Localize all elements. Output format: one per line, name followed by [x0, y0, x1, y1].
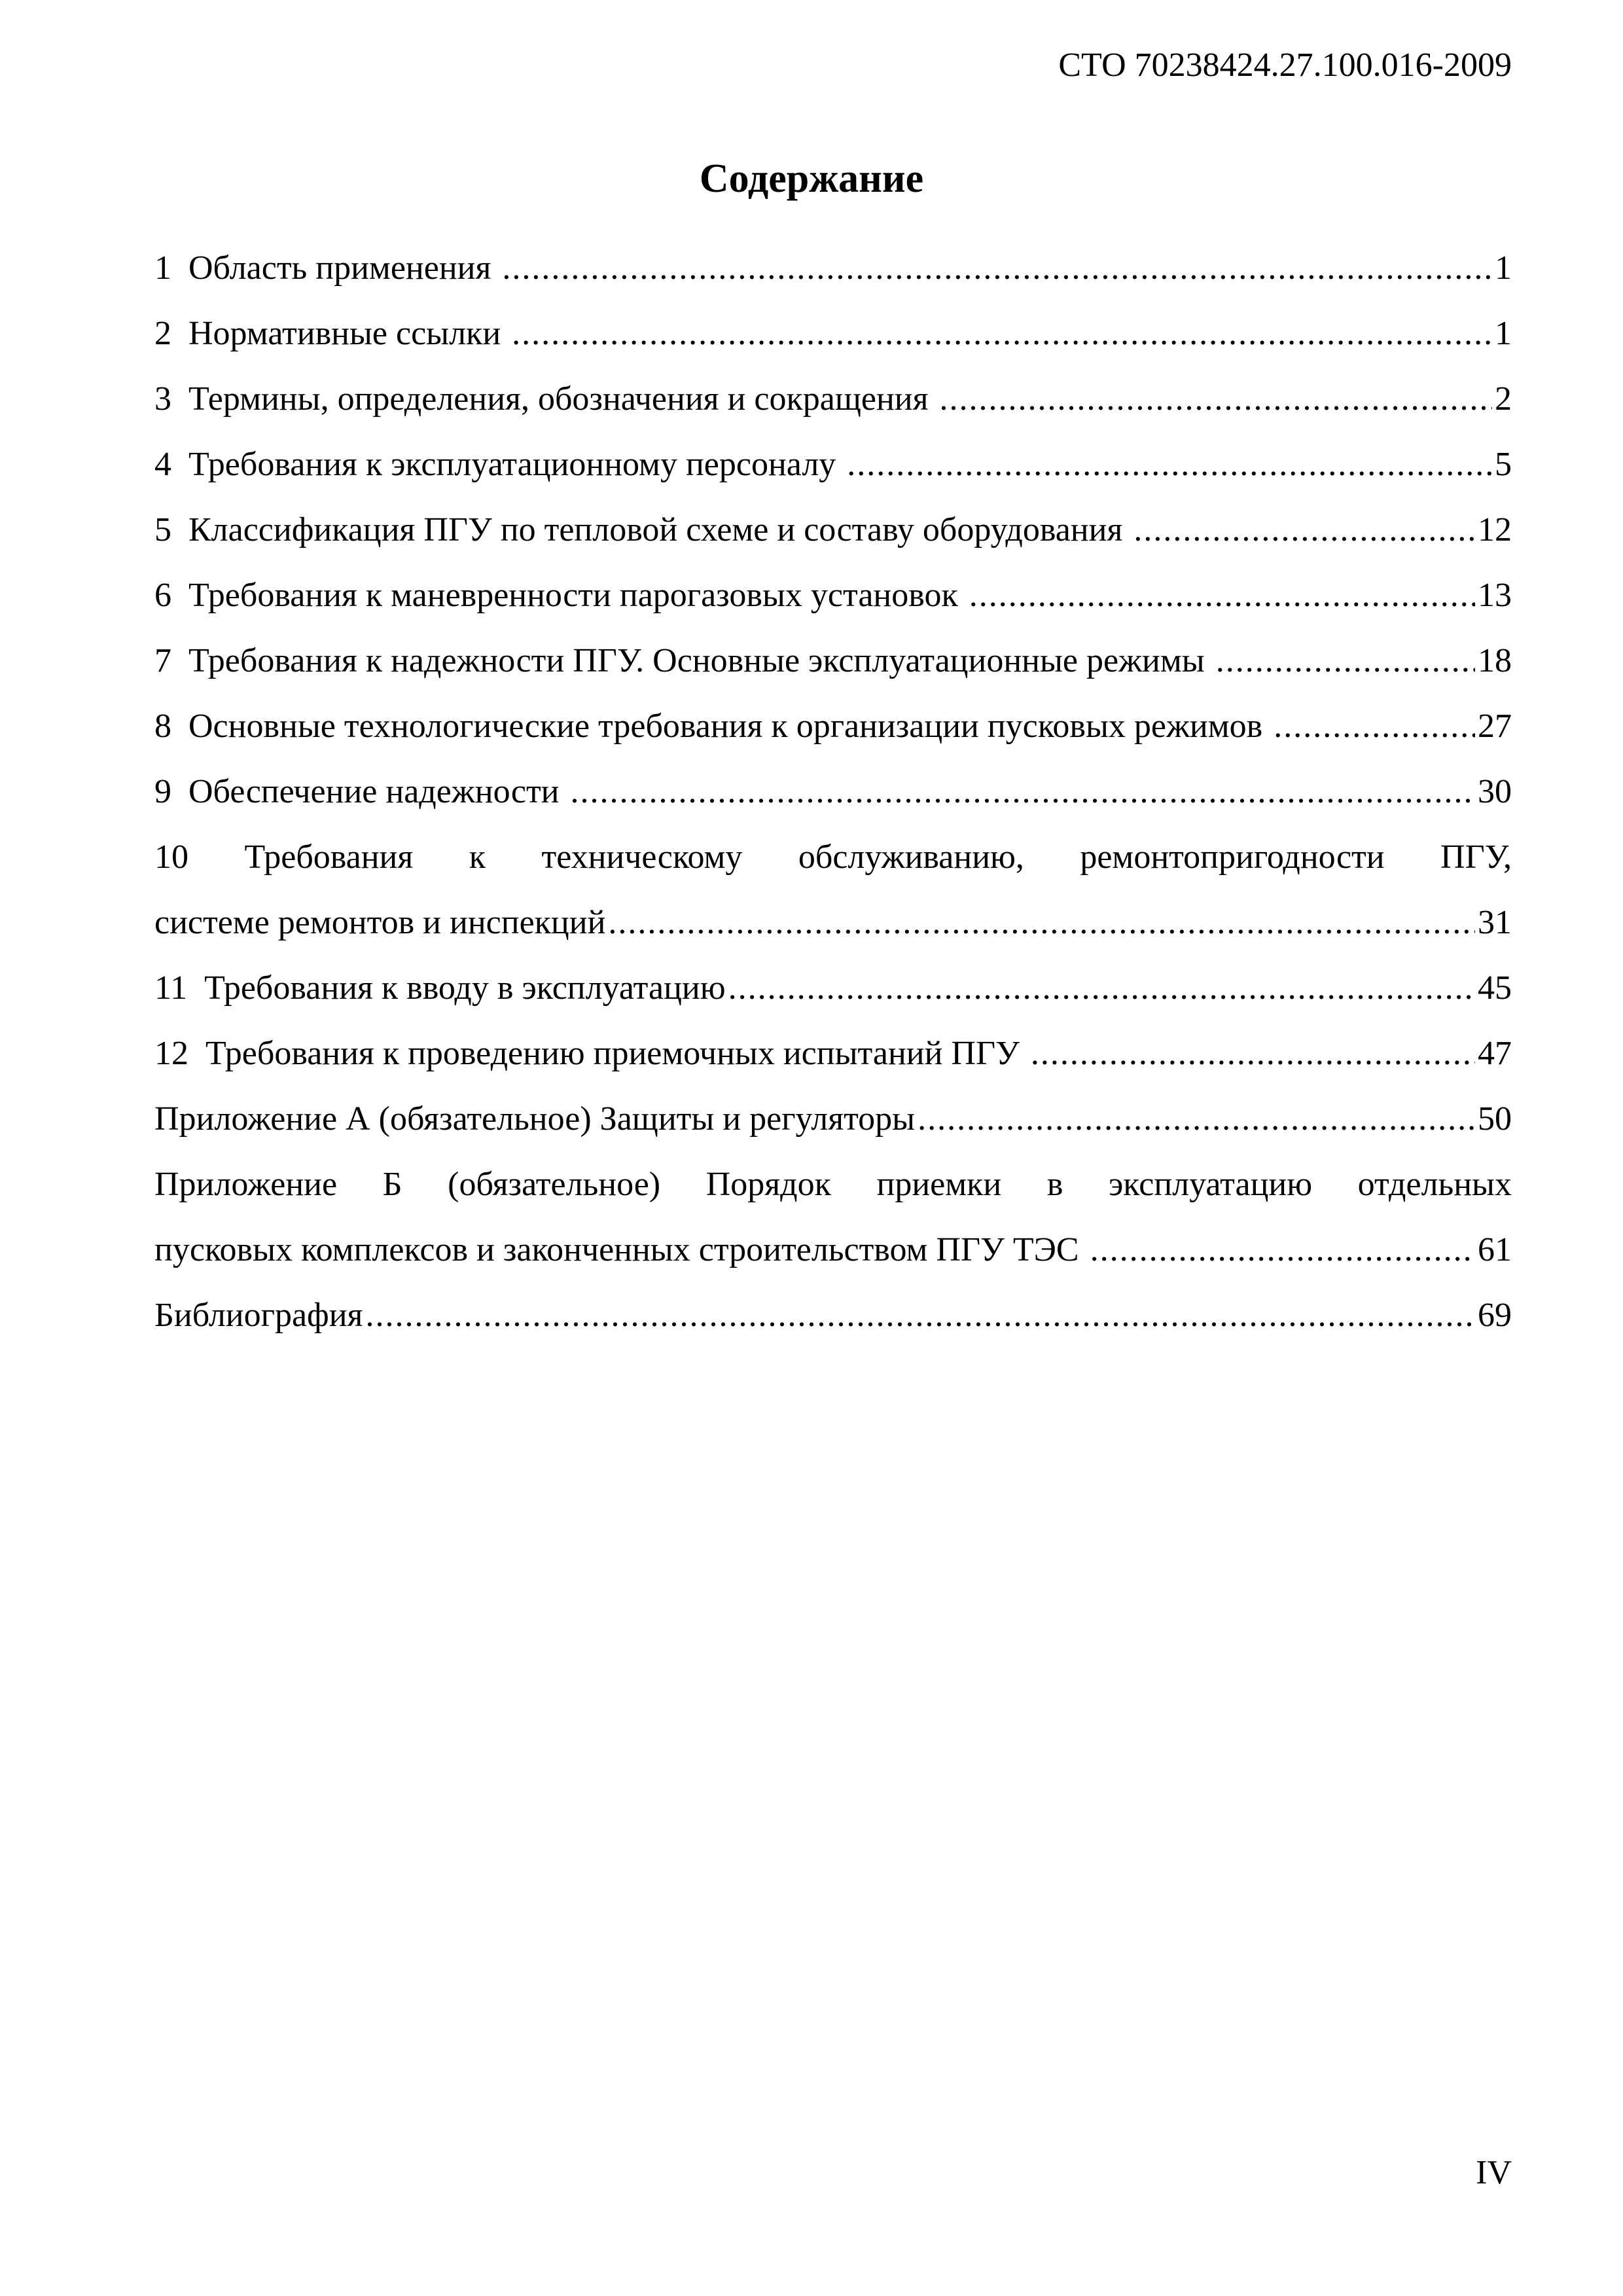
toc-entry-label: Приложение А (обязательное) Защиты и регуляторы [154, 1100, 916, 1138]
toc-entry[interactable] [154, 1086, 1512, 1152]
dot-leader [365, 1283, 1475, 1348]
dot-leader [940, 367, 1492, 432]
toc-entry-page: 1 [1495, 249, 1512, 287]
toc-entry-label: 12 Требования к проведению приемочных испытаний ПГУ [154, 1035, 1028, 1072]
dot-leader [1031, 1021, 1475, 1086]
toc-entry-label: 8 Основные технологические требования к организации пусковых режимов [154, 708, 1272, 745]
toc-entry[interactable] [154, 432, 1512, 497]
dot-leader [969, 563, 1475, 628]
toc-entry-label: 4 Требования к эксплуатационному персоналу [154, 446, 845, 483]
toc-entry[interactable] [154, 236, 1512, 301]
toc-entry[interactable] [154, 1152, 1512, 1283]
page-number: IV [1476, 2154, 1512, 2191]
toc-entry[interactable] [154, 1021, 1512, 1086]
toc-title: Содержание [699, 156, 924, 201]
toc-entry[interactable] [154, 759, 1512, 825]
document-code: СТО 70238424.27.100.016-2009 [1058, 46, 1512, 84]
toc-entry-page: 30 [1478, 773, 1512, 810]
toc-entry-page: 31 [1478, 904, 1512, 941]
toc-entry[interactable] [154, 497, 1512, 563]
toc-entry-page: 47 [1478, 1035, 1512, 1072]
toc-entry-label-line2: системе ремонтов и инспекций [154, 904, 606, 941]
toc-entry-page: 18 [1478, 642, 1512, 679]
toc-entry-page: 69 [1478, 1297, 1512, 1334]
toc-entry-label: 7 Требования к надежности ПГУ. Основные эксплуатационные режимы [154, 642, 1213, 679]
toc-entry-page: 45 [1478, 969, 1512, 1007]
toc-entry-page: 12 [1478, 511, 1512, 548]
dot-leader [1133, 497, 1475, 563]
dot-leader [512, 301, 1492, 367]
toc-entry-label: 9 Обеспечение надежности [154, 773, 568, 810]
toc-entry[interactable] [154, 563, 1512, 628]
dot-leader [608, 890, 1475, 956]
dot-leader [1216, 628, 1475, 694]
toc-entry-label-line1: Приложение Б (обязательное) Порядок приемки в эксплуатацию отдельных [154, 1166, 1512, 1203]
toc-entry-page: 2 [1495, 380, 1512, 418]
toc-entry-label: 6 Требования к маневренности парогазовых установок [154, 577, 967, 614]
toc-entry[interactable] [154, 367, 1512, 432]
toc-entry-page: 61 [1478, 1231, 1512, 1268]
dot-leader [1274, 694, 1475, 759]
toc-entry[interactable] [154, 956, 1512, 1021]
toc-entry-label: 5 Классификация ПГУ по тепловой схеме и составу оборудования [154, 511, 1132, 548]
dot-leader [918, 1086, 1475, 1152]
dot-leader [728, 956, 1475, 1021]
dot-leader [847, 432, 1492, 497]
toc-entry-page: 13 [1478, 577, 1512, 614]
toc-entry[interactable] [154, 301, 1512, 367]
toc-entry-page: 5 [1495, 446, 1512, 483]
toc-entry-page: 50 [1478, 1100, 1512, 1138]
dot-leader [571, 759, 1476, 825]
toc-entry-label: 11 Требования к вводу в эксплуатацию [154, 969, 726, 1007]
dot-leader [1090, 1217, 1475, 1283]
dot-leader [502, 236, 1492, 301]
toc-entry[interactable] [154, 694, 1512, 759]
toc-entry-label: Библиография [154, 1297, 363, 1334]
table-of-contents [154, 236, 1512, 1348]
toc-entry-page: 27 [1478, 708, 1512, 745]
toc-entry[interactable] [154, 628, 1512, 694]
toc-entry-label: 2 Нормативные ссылки [154, 315, 510, 352]
toc-entry-label: 1 Область применения [154, 249, 500, 287]
toc-entry-label: 3 Термины, определения, обозначения и сокращения [154, 380, 937, 418]
toc-entry-label-line2: пусковых комплексов и законченных строительством ПГУ ТЭС [154, 1231, 1088, 1268]
toc-entry-label-line1: 10 Требования к техническому обслуживанию, ремонтопригодности ПГУ, [154, 838, 1512, 876]
toc-entry[interactable] [154, 825, 1512, 956]
toc-entry[interactable] [154, 1283, 1512, 1348]
toc-entry-page: 1 [1495, 315, 1512, 352]
